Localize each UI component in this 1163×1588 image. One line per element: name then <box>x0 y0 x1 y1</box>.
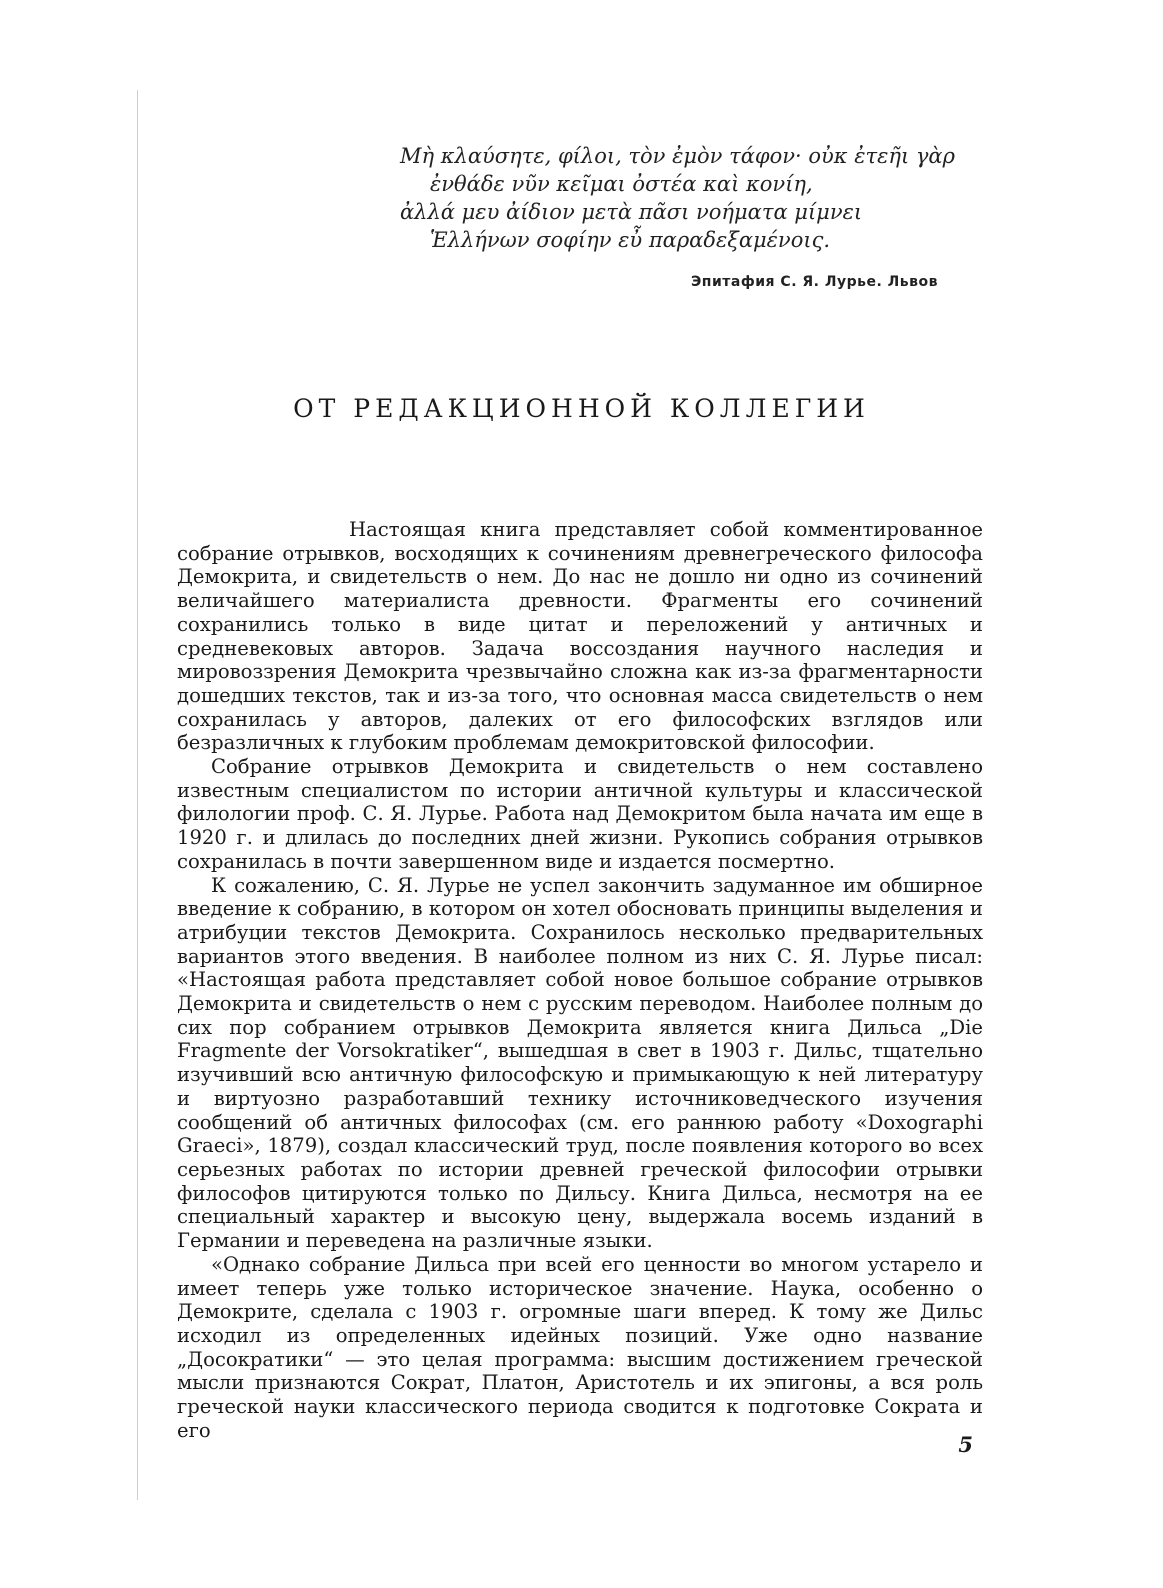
epigraph-line: ἀλλά μευ ἀίδιον μετὰ πᾶσι νοήματα μίμνει <box>400 200 863 224</box>
paragraph: К сожалению, С. Я. Лурье не успел закончить задуманное им обширное введение к собранию, в котором он хотел обосновать принципы выделения и атрибуции текстов Демокрита. Сохранилось несколько предварительных вариантов этого введения. В наиболее полном из них С. Я. Лурье писал: «Настоящая работа представляет собой новое большое собрание отрывков Демокрита и свидетельств о нем с русским переводом. Наиболее полным до сих пор собранием отрывков Демокрита является книга Дильса „Die Fragmente der Vorsokratiker“, вышедшая в свет в 1903 г. Дильс, тщательно изучивший всю античную философскую и примыкающую к ней литературу и виртуозно разработавший технику источниковедческого изучения сообщений об античных философах (см. его раннюю работу «Doxographi Graeci», 1879), создал классический труд, после появления которого во всех серьезных работах по истории древней греческой философии отрывки философов цитируются только по Дильсу. Книга Дильса, несмотря на ее специальный характер и высокую цену, выдержала восемь изданий в Германии и переведена на различные языки. <box>177 873 983 1253</box>
epigraph-line: ἐνθάδε νῦν κεῖμαι ὀστέα καὶ κονίη, <box>430 172 813 196</box>
section-title: ОТ РЕДАКЦИОННОЙ КОЛЛЕГИИ <box>293 394 870 423</box>
epigraph-source: Эпитафия С. Я. Лурье. Львов <box>691 274 938 290</box>
paragraph: «Однако собрание Дильса при всей его ценности во многом устарело и имеет теперь уже только историческое значение. Наука, особенно о Демокрите, сделала с 1903 г. огромные шаги вперед. К тому же Дильс исходил из определенных идейных позиций. Уже одно название „Досократики“ — это целая программа: высшим достижением греческой мысли признаются Сократ, Платон, Аристотель и их эпигоны, а вся роль греческой науки классического периода сводится к подготовке Сократа и его <box>177 1252 983 1442</box>
body-text <box>177 518 983 1442</box>
epigraph-line: Μὴ κλαύσητε, φίλοι, τὸν ἐμὸν τάφον· οὐκ ἐτεῆι γὰρ <box>400 144 955 168</box>
epigraph-line: Ἑλλήνων σοφίην εὖ παραδεξαμένοις. <box>430 228 831 252</box>
paragraph: Настоящая книга представляет собой комментированное собрание отрывков, восходящих к сочинениям древнегреческого философа Демокрита, и свидетельств о нем. До нас не дошло ни одно из сочинений величайшего материалиста древности. Фрагменты его сочинений сохранились только в виде цитат и переложений у античных и средневековых авторов. Задача воссоздания научного наследия и мировоззрения Демокрита чрезвычайно сложна как из-за фрагментарности дошедших текстов, так и из-за того, что основная масса свидетельств о нем сохранилась у авторов, далеких от его философских взглядов или безразличных к глубоким проблемам демокритовской философии. <box>177 518 983 755</box>
page-number: 5 <box>958 1432 973 1457</box>
paragraph: Собрание отрывков Демокрита и свидетельств о нем составлено известным специалистом по истории античной культуры и классической филологии проф. С. Я. Лурье. Работа над Демокритом была начата им еще в 1920 г. и длилась до последних дней жизни. Рукопись собрания отрывков сохранилась в почти завершенном виде и издается посмертно. <box>177 755 983 873</box>
page-gutter-line <box>137 90 138 1500</box>
epigraph <box>400 142 960 254</box>
